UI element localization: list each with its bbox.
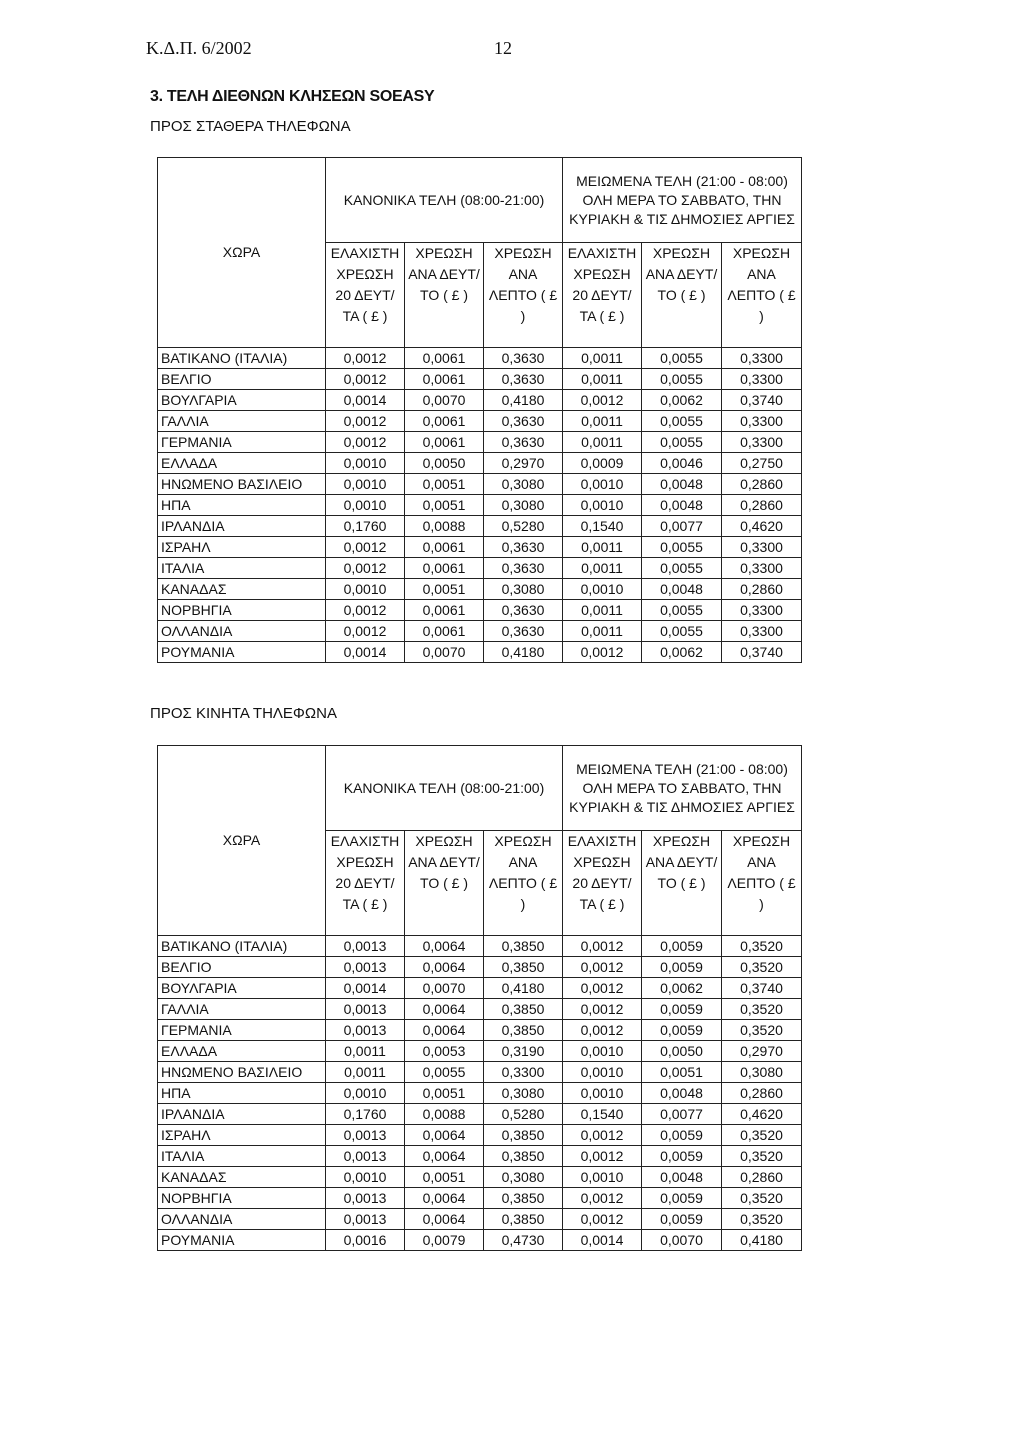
reduced-min-charge-cell: 0,0011	[563, 621, 642, 642]
country-cell: ΓΕΡΜΑΝΙΑ	[158, 432, 326, 453]
table-row	[158, 1041, 802, 1062]
table-row	[158, 453, 802, 474]
reduced-per-second-cell: 0,0046	[642, 453, 722, 474]
reduced-per-second-cell: 0,0051	[642, 1062, 722, 1083]
table-row	[158, 600, 802, 621]
reduced-per-second-cell: 0,0059	[642, 1020, 722, 1041]
min-charge-cell: 0,0012	[326, 411, 405, 432]
per-minute-cell: 0,3080	[484, 474, 563, 495]
reduced-per-minute-cell: 0,2860	[722, 474, 802, 495]
per-second-cell: 0,0061	[405, 369, 484, 390]
min-charge-cell: 0,0013	[326, 1209, 405, 1230]
country-cell: ΝΟΡΒΗΓΙΑ	[158, 1188, 326, 1209]
country-cell: ΗΠΑ	[158, 1083, 326, 1104]
table-row	[158, 1209, 802, 1230]
reduced-min-charge-cell: 0,0011	[563, 348, 642, 369]
reduced-per-second-cell: 0,0059	[642, 957, 722, 978]
table-row	[158, 474, 802, 495]
table-row	[158, 348, 802, 369]
per-second-cell: 0,0050	[405, 453, 484, 474]
reduced-min-charge-cell: 0,0012	[563, 936, 642, 957]
page-number: 12	[494, 38, 512, 58]
section-title: 3. ΤΕΛΗ ΔΙΕΘΝΩΝ ΚΛΗΣΕΩΝ SOEASY	[150, 88, 435, 105]
table-row	[158, 1083, 802, 1104]
per-minute-cell: 0,3850	[484, 999, 563, 1020]
reduced-per-minute-cell: 0,3520	[722, 1209, 802, 1230]
reduced-min-charge-cell: 0,0010	[563, 1167, 642, 1188]
reduced-min-charge-cell: 0,0012	[563, 642, 642, 663]
reduced-min-charge-cell: 0,0011	[563, 537, 642, 558]
reduced-per-minute-cell: 0,3300	[722, 369, 802, 390]
country-cell: ΙΡΛΑΝΔΙΑ	[158, 1104, 326, 1125]
reduced-per-second-cell: 0,0062	[642, 642, 722, 663]
country-cell: ΟΛΛΑΝΔΙΑ	[158, 1209, 326, 1230]
min-charge-cell: 0,0010	[326, 453, 405, 474]
min-charge-cell: 0,0010	[326, 495, 405, 516]
table-row	[158, 999, 802, 1020]
per-minute-cell: 0,3850	[484, 1020, 563, 1041]
per-second-cell: 0,0064	[405, 1146, 484, 1167]
min-charge-cell: 0,0010	[326, 579, 405, 600]
per-second-cell: 0,0064	[405, 1125, 484, 1146]
per-second-cell: 0,0051	[405, 1083, 484, 1104]
country-cell: ΙΣΡΑΗΛ	[158, 1125, 326, 1146]
reduced-per-second-cell: 0,0055	[642, 369, 722, 390]
table-row	[158, 537, 802, 558]
reduced-min-charge-cell: 0,0010	[563, 1083, 642, 1104]
reduced-per-minute-cell: 0,2970	[722, 1041, 802, 1062]
country-header: ΧΩΡΑ	[158, 158, 326, 348]
per-minute-cell: 0,4730	[484, 1230, 563, 1251]
reduced-min-charge-header: ΕΛΑΧΙΣΤΗ ΧΡΕΩΣΗ 20 ΔΕΥΤ/ΤΑ ( £ )	[563, 243, 642, 348]
per-second-cell: 0,0055	[405, 1062, 484, 1083]
reduced-per-second-header: ΧΡΕΩΣΗ ΑΝΑ ΔΕΥΤ/ΤΟ ( £ )	[642, 243, 722, 348]
fixed-rates-body	[158, 348, 802, 663]
table-row	[158, 1146, 802, 1167]
reduced-per-minute-cell: 0,3520	[722, 957, 802, 978]
table-row	[158, 411, 802, 432]
reduced-per-minute-cell: 0,3300	[722, 537, 802, 558]
per-second-cell: 0,0061	[405, 558, 484, 579]
reduced-per-minute-cell: 0,3520	[722, 999, 802, 1020]
reduced-min-charge-cell: 0,0009	[563, 453, 642, 474]
per-minute-cell: 0,3630	[484, 369, 563, 390]
reduced-per-minute-cell: 0,3740	[722, 978, 802, 999]
reduced-min-charge-cell: 0,0012	[563, 978, 642, 999]
reduced-min-charge-cell: 0,0012	[563, 1125, 642, 1146]
reduced-min-charge-cell: 0,0011	[563, 411, 642, 432]
min-charge-cell: 0,0014	[326, 390, 405, 411]
table-row	[158, 957, 802, 978]
reduced-per-second-cell: 0,0055	[642, 348, 722, 369]
reduced-per-minute-cell: 0,2750	[722, 453, 802, 474]
table-row	[158, 558, 802, 579]
per-second-cell: 0,0064	[405, 999, 484, 1020]
table-row	[158, 936, 802, 957]
min-charge-cell: 0,0013	[326, 1020, 405, 1041]
reduced-per-minute-cell: 0,2860	[722, 1167, 802, 1188]
reduced-per-second-cell: 0,0055	[642, 432, 722, 453]
page-header	[146, 38, 846, 62]
table-row	[158, 495, 802, 516]
reduced-rates-header: ΜΕΙΩΜΕΝΑ ΤΕΛΗ (21:00 - 08:00) ΟΛΗ ΜΕΡΑ ΤΟ ΣΑΒΒΑΤΟ, ΤΗΝ ΚΥΡΙΑΚΗ & ΤΙΣ ΔΗΜΟΣΙΕΣ ΑΡΓΙΕΣ	[563, 746, 802, 831]
country-cell: ΒΟΥΛΓΑΡΙΑ	[158, 390, 326, 411]
reduced-per-second-cell: 0,0055	[642, 411, 722, 432]
table-row	[158, 1020, 802, 1041]
country-cell: ΒΑΤΙΚΑΝΟ (ΙΤΑΛΙΑ)	[158, 348, 326, 369]
reduced-min-charge-cell: 0,0010	[563, 474, 642, 495]
reduced-min-charge-cell: 0,0011	[563, 558, 642, 579]
country-cell: ΒΑΤΙΚΑΝΟ (ΙΤΑΛΙΑ)	[158, 936, 326, 957]
country-cell: ΙΤΑΛΙΑ	[158, 1146, 326, 1167]
per-second-cell: 0,0079	[405, 1230, 484, 1251]
reduced-per-minute-cell: 0,2860	[722, 1083, 802, 1104]
reduced-per-second-cell: 0,0062	[642, 978, 722, 999]
fixed-rates-table	[157, 157, 802, 663]
reduced-per-second-cell: 0,0070	[642, 1230, 722, 1251]
reduced-per-minute-cell: 0,3520	[722, 1188, 802, 1209]
reduced-per-minute-cell: 0,3300	[722, 348, 802, 369]
per-minute-header: ΧΡΕΩΣΗ ΑΝΑ ΛΕΠΤΟ ( £ )	[484, 831, 563, 936]
country-cell: ΒΟΥΛΓΑΡΙΑ	[158, 978, 326, 999]
reduced-per-second-cell: 0,0077	[642, 516, 722, 537]
reduced-per-second-cell: 0,0059	[642, 1125, 722, 1146]
reduced-min-charge-cell: 0,0010	[563, 1041, 642, 1062]
country-cell: ΗΝΩΜΕΝΟ ΒΑΣΙΛΕΙΟ	[158, 1062, 326, 1083]
table-row	[158, 432, 802, 453]
reduced-min-charge-header: ΕΛΑΧΙΣΤΗ ΧΡΕΩΣΗ 20 ΔΕΥΤ/ΤΑ ( £ )	[563, 831, 642, 936]
country-cell: ΡΟΥΜΑΝΙΑ	[158, 642, 326, 663]
reduced-min-charge-cell: 0,0014	[563, 1230, 642, 1251]
min-charge-cell: 0,0014	[326, 978, 405, 999]
reduced-per-second-cell: 0,0077	[642, 1104, 722, 1125]
per-second-cell: 0,0061	[405, 537, 484, 558]
table-row	[158, 978, 802, 999]
reduced-min-charge-cell: 0,0012	[563, 1209, 642, 1230]
reduced-min-charge-cell: 0,0012	[563, 957, 642, 978]
country-cell: ΓΑΛΛΙΑ	[158, 999, 326, 1020]
min-charge-cell: 0,0013	[326, 936, 405, 957]
per-minute-cell: 0,3850	[484, 1125, 563, 1146]
country-cell: ΙΡΛΑΝΔΙΑ	[158, 516, 326, 537]
reduced-min-charge-cell: 0,0012	[563, 390, 642, 411]
reduced-per-second-cell: 0,0055	[642, 600, 722, 621]
reduced-per-minute-header: ΧΡΕΩΣΗ ΑΝΑ ΛΕΠΤΟ ( £ )	[722, 243, 802, 348]
reduced-per-second-cell: 0,0059	[642, 936, 722, 957]
reduced-per-second-cell: 0,0062	[642, 390, 722, 411]
reduced-per-second-cell: 0,0048	[642, 1083, 722, 1104]
table-row	[158, 621, 802, 642]
per-second-cell: 0,0064	[405, 957, 484, 978]
reduced-min-charge-cell: 0,0010	[563, 1062, 642, 1083]
mobile-subtitle: ΠΡΟΣ ΚΙΝΗΤΑ ΤΗΛΕΦΩΝΑ	[150, 705, 337, 722]
reduced-per-minute-cell: 0,3520	[722, 1125, 802, 1146]
reduced-per-minute-cell: 0,4620	[722, 516, 802, 537]
reduced-per-second-cell: 0,0059	[642, 1188, 722, 1209]
min-charge-cell: 0,0011	[326, 1062, 405, 1083]
min-charge-cell: 0,0012	[326, 600, 405, 621]
reduced-min-charge-cell: 0,1540	[563, 1104, 642, 1125]
per-second-cell: 0,0088	[405, 516, 484, 537]
per-minute-cell: 0,3630	[484, 621, 563, 642]
per-second-header: ΧΡΕΩΣΗ ΑΝΑ ΔΕΥΤ/ΤΟ ( £ )	[405, 831, 484, 936]
per-minute-cell: 0,4180	[484, 978, 563, 999]
per-minute-cell: 0,4180	[484, 642, 563, 663]
min-charge-cell: 0,0012	[326, 621, 405, 642]
per-minute-cell: 0,3630	[484, 432, 563, 453]
reduced-per-second-cell: 0,0048	[642, 495, 722, 516]
min-charge-cell: 0,0012	[326, 537, 405, 558]
per-second-cell: 0,0061	[405, 600, 484, 621]
per-second-cell: 0,0070	[405, 978, 484, 999]
table-row	[158, 1104, 802, 1125]
country-cell: ΕΛΛΑΔΑ	[158, 453, 326, 474]
per-second-cell: 0,0051	[405, 579, 484, 600]
per-second-cell: 0,0088	[405, 1104, 484, 1125]
per-minute-cell: 0,3080	[484, 579, 563, 600]
reduced-per-minute-cell: 0,4620	[722, 1104, 802, 1125]
reduced-per-second-cell: 0,0048	[642, 474, 722, 495]
reduced-per-minute-cell: 0,4180	[722, 1230, 802, 1251]
min-charge-cell: 0,0013	[326, 1146, 405, 1167]
reduced-per-minute-cell: 0,3300	[722, 558, 802, 579]
per-minute-cell: 0,3080	[484, 1083, 563, 1104]
reduced-min-charge-cell: 0,1540	[563, 516, 642, 537]
reduced-per-minute-header: ΧΡΕΩΣΗ ΑΝΑ ΛΕΠΤΟ ( £ )	[722, 831, 802, 936]
country-cell: ΒΕΛΓΙΟ	[158, 957, 326, 978]
reduced-per-second-cell: 0,0059	[642, 1209, 722, 1230]
min-charge-cell: 0,0010	[326, 474, 405, 495]
country-header: ΧΩΡΑ	[158, 746, 326, 936]
reduced-per-minute-cell: 0,2860	[722, 579, 802, 600]
table-row	[158, 369, 802, 390]
country-cell: ΕΛΛΑΔΑ	[158, 1041, 326, 1062]
reduced-per-minute-cell: 0,3080	[722, 1062, 802, 1083]
table-row	[158, 1125, 802, 1146]
country-cell: ΗΝΩΜΕΝΟ ΒΑΣΙΛΕΙΟ	[158, 474, 326, 495]
reduced-per-minute-cell: 0,3300	[722, 432, 802, 453]
table-row	[158, 1062, 802, 1083]
per-minute-cell: 0,3850	[484, 957, 563, 978]
per-minute-cell: 0,3850	[484, 1209, 563, 1230]
document-reference: Κ.Δ.Π. 6/2002	[146, 38, 252, 58]
reduced-rates-header: ΜΕΙΩΜΕΝΑ ΤΕΛΗ (21:00 - 08:00) ΟΛΗ ΜΕΡΑ ΤΟ ΣΑΒΒΑΤΟ, ΤΗΝ ΚΥΡΙΑΚΗ & ΤΙΣ ΔΗΜΟΣΙΕΣ ΑΡΓΙΕΣ	[563, 158, 802, 243]
min-charge-cell: 0,0013	[326, 957, 405, 978]
reduced-per-minute-cell: 0,3520	[722, 1146, 802, 1167]
table-row	[158, 516, 802, 537]
min-charge-cell: 0,0010	[326, 1083, 405, 1104]
country-cell: ΗΠΑ	[158, 495, 326, 516]
per-second-cell: 0,0051	[405, 495, 484, 516]
min-charge-cell: 0,0013	[326, 1188, 405, 1209]
normal-rates-header: ΚΑΝΟΝΙΚΑ ΤΕΛΗ (08:00-21:00)	[326, 158, 563, 243]
reduced-per-minute-cell: 0,2860	[722, 495, 802, 516]
mobile-rates-body	[158, 936, 802, 1251]
per-second-header: ΧΡΕΩΣΗ ΑΝΑ ΔΕΥΤ/ΤΟ ( £ )	[405, 243, 484, 348]
min-charge-cell: 0,0012	[326, 348, 405, 369]
reduced-per-second-cell: 0,0059	[642, 1146, 722, 1167]
reduced-per-minute-cell: 0,3740	[722, 642, 802, 663]
min-charge-cell: 0,1760	[326, 516, 405, 537]
per-second-cell: 0,0051	[405, 474, 484, 495]
reduced-per-minute-cell: 0,3520	[722, 936, 802, 957]
per-minute-cell: 0,3300	[484, 1062, 563, 1083]
per-second-cell: 0,0070	[405, 390, 484, 411]
per-second-cell: 0,0051	[405, 1167, 484, 1188]
reduced-per-minute-cell: 0,3740	[722, 390, 802, 411]
per-second-cell: 0,0061	[405, 348, 484, 369]
reduced-min-charge-cell: 0,0011	[563, 600, 642, 621]
per-minute-cell: 0,5280	[484, 1104, 563, 1125]
normal-rates-header: ΚΑΝΟΝΙΚΑ ΤΕΛΗ (08:00-21:00)	[326, 746, 563, 831]
per-minute-cell: 0,4180	[484, 390, 563, 411]
min-charge-cell: 0,0010	[326, 1167, 405, 1188]
per-minute-cell: 0,2970	[484, 453, 563, 474]
per-minute-cell: 0,3190	[484, 1041, 563, 1062]
min-charge-cell: 0,0013	[326, 999, 405, 1020]
per-second-cell: 0,0061	[405, 411, 484, 432]
min-charge-header: ΕΛΑΧΙΣΤΗ ΧΡΕΩΣΗ 20 ΔΕΥΤ/ΤΑ ( £ )	[326, 831, 405, 936]
reduced-per-second-cell: 0,0055	[642, 621, 722, 642]
reduced-per-minute-cell: 0,3300	[722, 411, 802, 432]
fixed-lines-subtitle: ΠΡΟΣ ΣΤΑΘΕΡΑ ΤΗΛΕΦΩΝΑ	[150, 118, 351, 135]
per-second-cell: 0,0064	[405, 1209, 484, 1230]
mobile-rates-table	[157, 745, 802, 1251]
country-cell: ΚΑΝΑΔΑΣ	[158, 1167, 326, 1188]
min-charge-cell: 0,0016	[326, 1230, 405, 1251]
country-cell: ΙΣΡΑΗΛ	[158, 537, 326, 558]
per-second-cell: 0,0064	[405, 1020, 484, 1041]
country-cell: ΙΤΑΛΙΑ	[158, 558, 326, 579]
min-charge-cell: 0,0012	[326, 432, 405, 453]
country-cell: ΓΕΡΜΑΝΙΑ	[158, 1020, 326, 1041]
min-charge-cell: 0,0013	[326, 1125, 405, 1146]
reduced-per-second-header: ΧΡΕΩΣΗ ΑΝΑ ΔΕΥΤ/ΤΟ ( £ )	[642, 831, 722, 936]
reduced-min-charge-cell: 0,0010	[563, 495, 642, 516]
per-second-cell: 0,0070	[405, 642, 484, 663]
per-minute-cell: 0,3630	[484, 600, 563, 621]
min-charge-header: ΕΛΑΧΙΣΤΗ ΧΡΕΩΣΗ 20 ΔΕΥΤ/ΤΑ ( £ )	[326, 243, 405, 348]
country-cell: ΝΟΡΒΗΓΙΑ	[158, 600, 326, 621]
reduced-per-second-cell: 0,0050	[642, 1041, 722, 1062]
table-row	[158, 642, 802, 663]
country-cell: ΒΕΛΓΙΟ	[158, 369, 326, 390]
per-second-cell: 0,0064	[405, 936, 484, 957]
per-minute-cell: 0,5280	[484, 516, 563, 537]
country-cell: ΡΟΥΜΑΝΙΑ	[158, 1230, 326, 1251]
reduced-min-charge-cell: 0,0012	[563, 1020, 642, 1041]
table-row	[158, 1167, 802, 1188]
reduced-per-minute-cell: 0,3300	[722, 621, 802, 642]
reduced-min-charge-cell: 0,0011	[563, 432, 642, 453]
reduced-per-second-cell: 0,0048	[642, 1167, 722, 1188]
table-row	[158, 579, 802, 600]
per-minute-cell: 0,3850	[484, 1188, 563, 1209]
reduced-min-charge-cell: 0,0010	[563, 579, 642, 600]
country-cell: ΟΛΛΑΝΔΙΑ	[158, 621, 326, 642]
per-minute-cell: 0,3850	[484, 1146, 563, 1167]
per-minute-cell: 0,3630	[484, 537, 563, 558]
reduced-per-second-cell: 0,0055	[642, 558, 722, 579]
reduced-min-charge-cell: 0,0011	[563, 369, 642, 390]
per-minute-header: ΧΡΕΩΣΗ ΑΝΑ ΛΕΠΤΟ ( £ )	[484, 243, 563, 348]
table-row	[158, 1188, 802, 1209]
per-minute-cell: 0,3630	[484, 348, 563, 369]
per-minute-cell: 0,3630	[484, 558, 563, 579]
per-minute-cell: 0,3850	[484, 936, 563, 957]
reduced-min-charge-cell: 0,0012	[563, 999, 642, 1020]
reduced-per-minute-cell: 0,3300	[722, 600, 802, 621]
min-charge-cell: 0,0011	[326, 1041, 405, 1062]
min-charge-cell: 0,0012	[326, 369, 405, 390]
per-minute-cell: 0,3080	[484, 1167, 563, 1188]
reduced-per-second-cell: 0,0059	[642, 999, 722, 1020]
min-charge-cell: 0,0014	[326, 642, 405, 663]
per-minute-cell: 0,3630	[484, 411, 563, 432]
table-row	[158, 390, 802, 411]
reduced-per-second-cell: 0,0048	[642, 579, 722, 600]
table-row	[158, 1230, 802, 1251]
reduced-min-charge-cell: 0,0012	[563, 1188, 642, 1209]
per-second-cell: 0,0053	[405, 1041, 484, 1062]
min-charge-cell: 0,1760	[326, 1104, 405, 1125]
per-second-cell: 0,0064	[405, 1188, 484, 1209]
country-cell: ΚΑΝΑΔΑΣ	[158, 579, 326, 600]
per-second-cell: 0,0061	[405, 432, 484, 453]
per-minute-cell: 0,3080	[484, 495, 563, 516]
reduced-min-charge-cell: 0,0012	[563, 1146, 642, 1167]
reduced-per-minute-cell: 0,3520	[722, 1020, 802, 1041]
per-second-cell: 0,0061	[405, 621, 484, 642]
reduced-per-second-cell: 0,0055	[642, 537, 722, 558]
country-cell: ΓΑΛΛΙΑ	[158, 411, 326, 432]
min-charge-cell: 0,0012	[326, 558, 405, 579]
